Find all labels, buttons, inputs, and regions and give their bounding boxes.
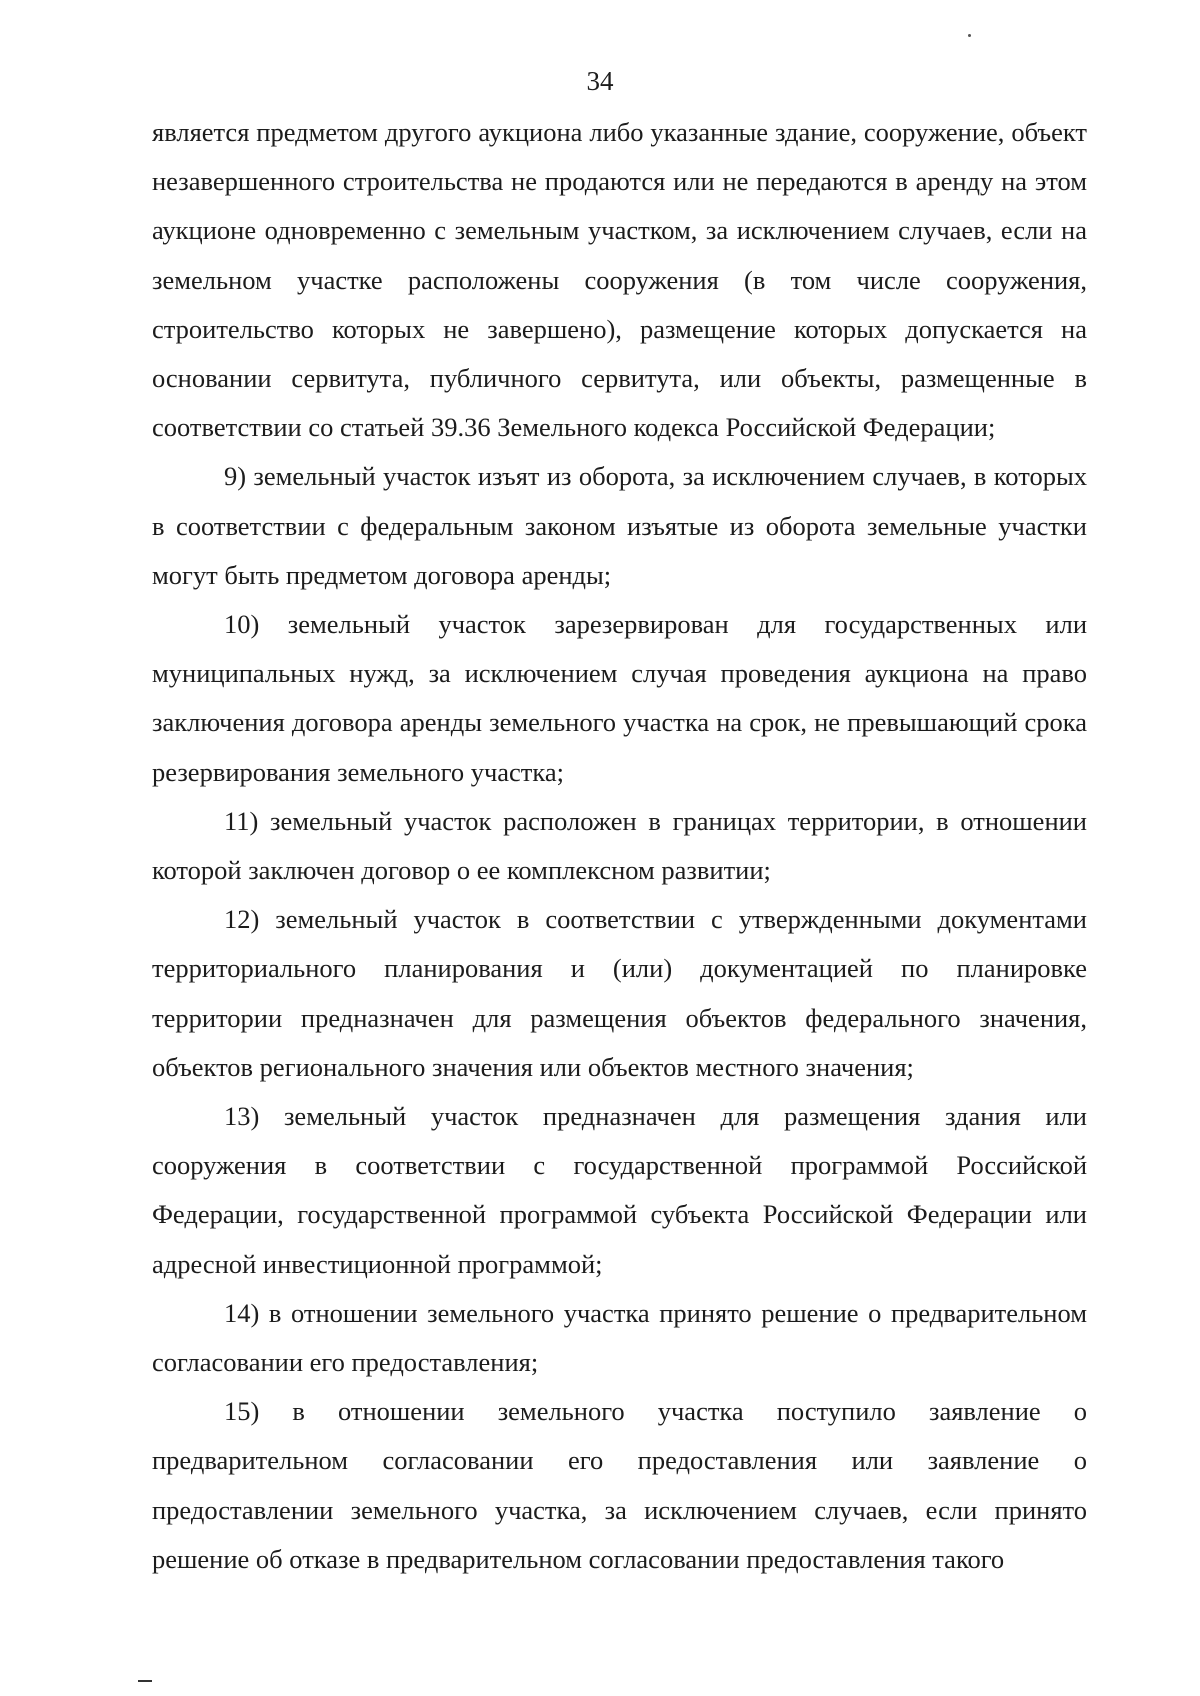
paragraph-item-11: 11) земельный участок расположен в границах территории, в отношении которой заключен договор о ее комплексном развитии; [152,805,1087,886]
paragraph-item-13: 13) земельный участок предназначен для размещения здания или сооружения в соответствии с государственной программой Российской Федерации, государственной программой субъекта Российской Федерации или адресной инвестиционной программой; [152,1101,1087,1279]
paragraph-item-14: 14) в отношении земельного участка принято решение о предварительном согласовании его предоставления; [152,1297,1087,1378]
page-number: 34 [586,66,614,96]
paragraph-continuation: является предметом другого аукциона либо указанные здание, сооружение, объект незавершенного строительства не продаются или не передаются в аренду на этом аукционе одновременно с земельным участком, за исключением случаев, если на земельном участке расположены сооружения (в том числе сооружения, строительство которых не завершено), размещение которых допускается на основании сервитута, публичного сервитута, или объекты, размещенные в соответствии со статьей 39.36 Земельного кодекса Российской Федерации; [152,117,1087,443]
scan-speck [968,34,971,37]
document-body [152,108,1087,1584]
paragraph-item-9: 9) земельный участок изъят из оборота, за исключением случаев, в которых в соответствии с федеральным законом изъятые из оборота земельные участки могут быть предметом договора аренды; [152,461,1087,590]
scan-edge-mark [138,1680,152,1682]
paragraph-item-10: 10) земельный участок зарезервирован для государственных или муниципальных нужд, за исключением случая проведения аукциона на право заключения договора аренды земельного участка на срок, не превышающий срока резервирования земельного участка; [152,609,1087,787]
paragraph-item-12: 12) земельный участок в соответствии с утвержденными документами территориального планирования и (или) документацией по планировке территории предназначен для размещения объектов федерального значения, объектов регионального значения или объектов местного значения; [152,904,1087,1082]
paragraph-item-15: 15) в отношении земельного участка поступило заявление о предварительном согласовании его предоставления или заявление о предоставлении земельного участка, за исключением случаев, если принято решение об отказе в предварительном согласовании предоставления такого [152,1396,1087,1574]
